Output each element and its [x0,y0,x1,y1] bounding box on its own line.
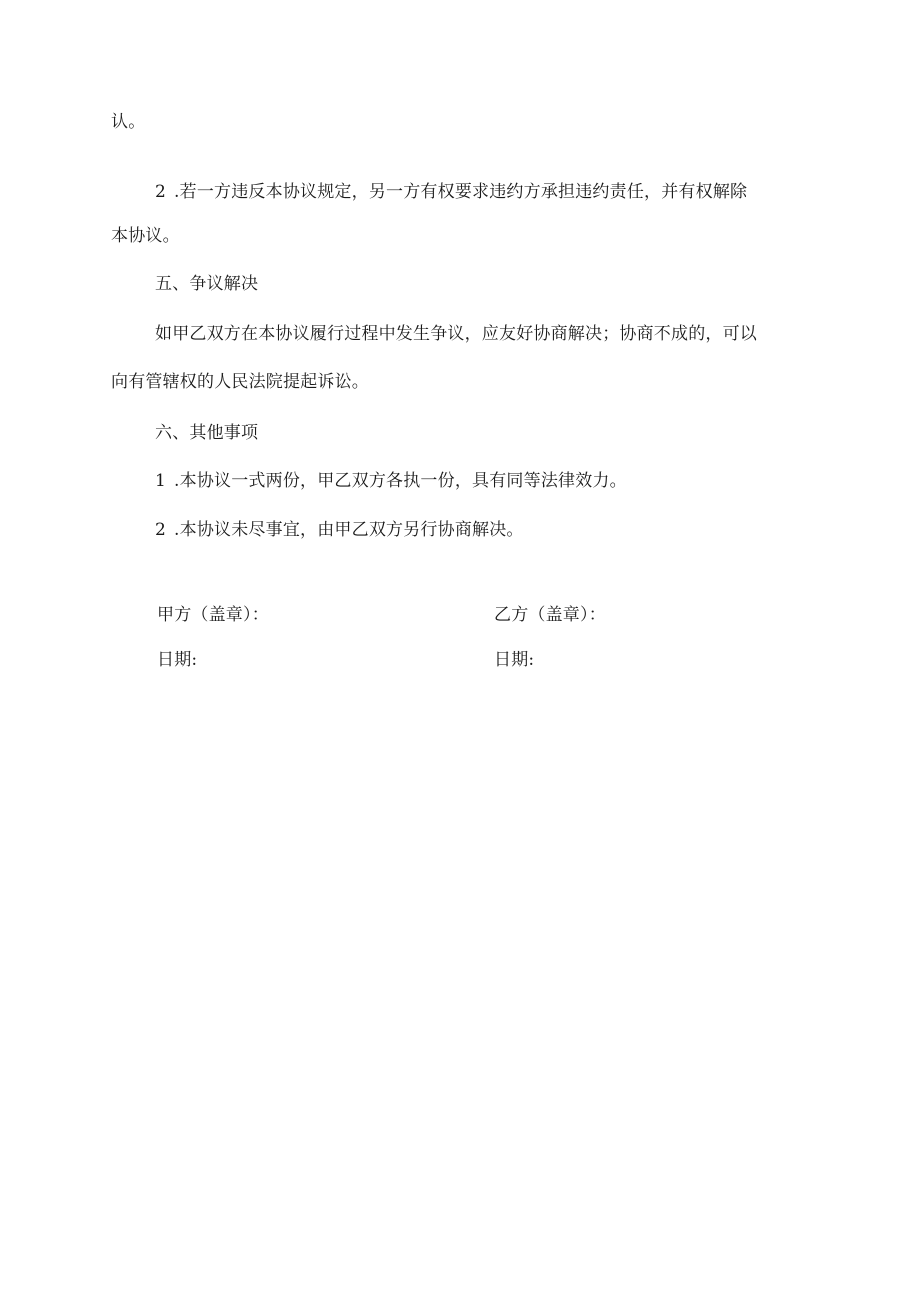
section-5-heading: 五、争议解决 [155,274,259,294]
clause-4-item-2-line-2: 本协议。 [111,226,180,246]
item-number: 2 [155,182,167,202]
item-text: .若一方违反本协议规定，另一方有权要求违约方承担违约责任，并有权解除 [174,182,748,202]
section-6-item-2 [155,518,524,542]
clause-4-item-2-line-1 [155,180,747,204]
item-text: .本协议未尽事宜，由甲乙双方另行协商解决。 [174,520,524,540]
item-number: 1 [155,471,167,491]
item-number: 2 [155,520,167,540]
section-5-line-2: 向有管辖权的人民法院提起诉讼。 [111,372,369,392]
party-b-date-label: 日期: [494,650,535,670]
paragraph-continuation: 认。 [111,112,146,132]
party-a-date-label: 日期: [157,650,198,670]
item-text: .本协议一式两份，甲乙双方各执一份，具有同等法律效力。 [174,471,627,491]
party-b-seal-label: 乙方（盖章）： [494,605,606,625]
section-5-line-1: 如甲乙双方在本协议履行过程中发生争议，应友好协商解决；协商不成的，可以 [155,324,757,344]
section-6-item-1 [155,469,627,493]
section-6-heading: 六、其他事项 [155,423,259,443]
party-a-seal-label: 甲方（盖章）： [157,605,269,625]
